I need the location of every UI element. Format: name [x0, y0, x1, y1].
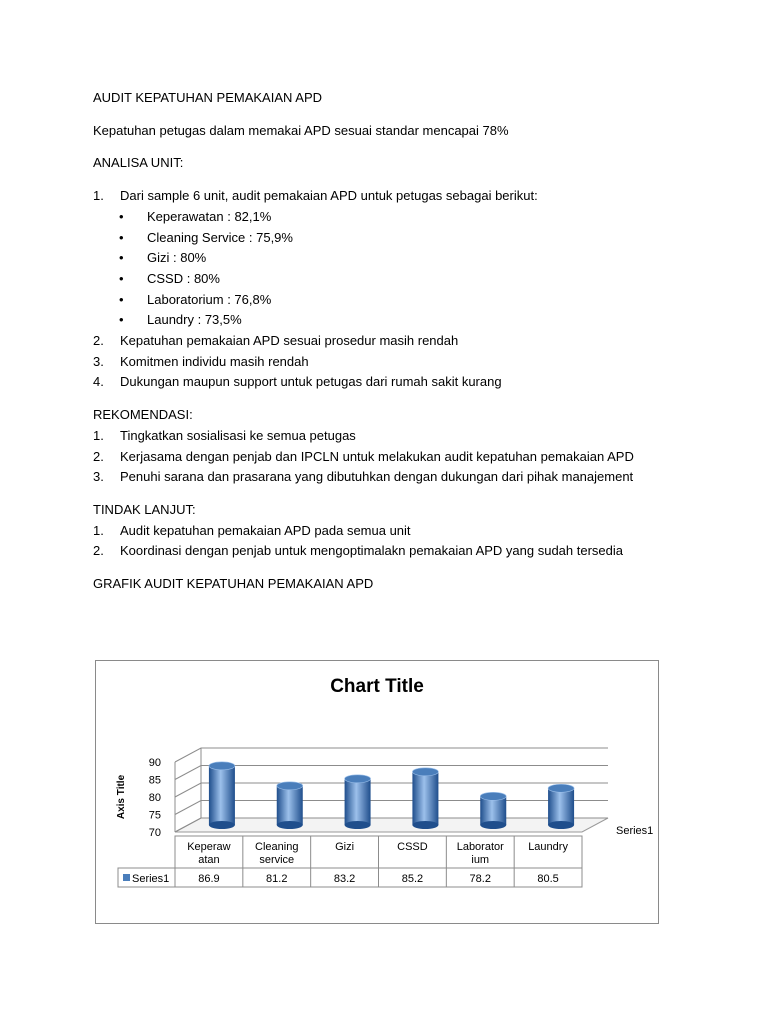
bullet-text: CSSD : 80%	[147, 270, 220, 286]
followup-item	[93, 521, 675, 542]
chart-title: Chart Title	[330, 676, 424, 697]
item-number: 2.	[93, 333, 104, 349]
bullet-glyph: •	[119, 208, 124, 224]
bullet-text: Laboratorium : 76,8%	[147, 291, 272, 307]
recommendation-item	[93, 447, 675, 468]
item-number: 1.	[93, 188, 104, 204]
item-number: 3.	[93, 353, 104, 369]
bar-body	[412, 772, 438, 825]
y-tick-label: 80	[148, 792, 161, 804]
category-label: atan	[198, 854, 220, 866]
intro-paragraph: Kepatuhan petugas dalam memakai APD sesuai standar mencapai 78%	[93, 122, 509, 138]
bar-body	[209, 766, 235, 825]
item-text: Komitmen individu masih rendah	[120, 353, 309, 369]
document-title: AUDIT KEPATUHAN PEMAKAIAN APD	[93, 90, 322, 105]
data-label: 86.9	[198, 873, 220, 885]
category-label: CSSD	[397, 841, 428, 853]
item-number: 1.	[93, 427, 104, 443]
unit-bullet	[93, 248, 675, 269]
chart-heading: GRAFIK AUDIT KEPATUHAN PEMAKAIAN APD	[93, 576, 374, 592]
recommendation-heading: REKOMENDASI:	[93, 407, 193, 423]
item-number: 2.	[93, 448, 104, 464]
item-text: Kerjasama dengan penjab dan IPCLN untuk melakukan audit kepatuhan pemakaian APD	[120, 448, 634, 464]
y-axis-title: Axis Title	[116, 774, 127, 820]
bullet-glyph: •	[119, 270, 124, 286]
bullet-text: Cleaning Service : 75,9%	[147, 229, 293, 245]
bar-body	[480, 796, 506, 825]
bullet-text: Keperawatan : 82,1%	[147, 208, 272, 224]
legend-label: Series1	[616, 825, 654, 837]
data-label: 78.2	[469, 873, 491, 885]
bar-base	[209, 821, 235, 829]
y-tick-label: 90	[148, 757, 161, 769]
bullet-glyph: •	[119, 250, 124, 266]
analysis-item	[93, 352, 675, 373]
bar-body	[345, 779, 371, 825]
item-text: Koordinasi dengan penjab untuk mengoptimalakn pemakaian APD yang sudah tersedia	[120, 543, 624, 559]
bar-top	[277, 782, 303, 790]
bar-top	[345, 775, 371, 783]
bullet-glyph: •	[119, 312, 124, 328]
category-label: Laborator	[456, 841, 504, 853]
unit-bullet	[93, 290, 675, 311]
bullet-glyph: •	[119, 229, 124, 245]
item-number: 1.	[93, 522, 104, 538]
bar-base	[345, 821, 371, 829]
bullet-text: Laundry : 73,5%	[147, 312, 242, 328]
bullet-glyph: •	[119, 291, 124, 307]
bar-base	[412, 821, 438, 829]
followup-item	[93, 541, 675, 562]
chart-frame	[95, 660, 659, 924]
category-label: Cleaning	[255, 841, 299, 853]
category-label: Gizi	[335, 841, 355, 853]
item-text: Audit kepatuhan pemakaian APD pada semua unit	[120, 522, 411, 538]
data-label: 85.2	[401, 873, 424, 885]
data-label: 83.2	[333, 873, 356, 885]
bar-body	[548, 788, 574, 825]
bar-base	[277, 821, 303, 829]
category-label: Laundry	[528, 841, 568, 853]
series-name: Series1	[132, 873, 170, 885]
analysis-item	[93, 372, 675, 393]
analysis-item	[93, 186, 675, 207]
document-body	[93, 88, 675, 595]
gridline	[175, 748, 608, 762]
chart-floor	[175, 818, 608, 832]
unit-bullet	[93, 228, 675, 249]
item-text: Kepatuhan pemakaian APD sesuai prosedur masih rendah	[120, 333, 459, 349]
item-text: Dari sample 6 unit, audit pemakaian APD untuk petugas sebagai berikut:	[120, 188, 538, 204]
y-tick-label: 75	[148, 809, 161, 822]
bar-top	[480, 792, 506, 800]
bar-body	[277, 786, 303, 825]
item-number: 4.	[93, 374, 104, 390]
unit-bullet	[93, 269, 675, 290]
data-label: 81.2	[266, 873, 288, 885]
item-number: 2.	[93, 543, 104, 559]
item-text: Dukungan maupun support untuk petugas dari rumah sakit kurang	[120, 374, 502, 390]
category-label: service	[259, 854, 295, 866]
analysis-item	[93, 331, 675, 352]
category-label: ium	[471, 854, 490, 866]
followup-heading: TINDAK LANJUT:	[93, 501, 196, 517]
analysis-heading: ANALISA UNIT:	[93, 155, 184, 171]
data-label: 80.5	[537, 873, 559, 885]
category-label: Keperaw	[187, 841, 231, 853]
bar-base	[480, 821, 506, 829]
gridline	[175, 783, 608, 797]
y-tick-label: 85	[148, 774, 161, 787]
bullet-text: Gizi : 80%	[147, 250, 207, 266]
y-tick-label: 70	[148, 827, 161, 839]
item-text: Penuhi sarana dan prasarana yang dibutuhkan dengan dukungan dari pihak manajement	[120, 469, 634, 485]
gridline	[175, 801, 608, 815]
recommendation-item	[93, 467, 675, 488]
gridline	[175, 766, 608, 780]
bar-base	[548, 821, 574, 829]
bar-top	[548, 784, 574, 792]
item-text: Tingkatkan sosialisasi ke semua petugas	[120, 427, 356, 443]
unit-bullet	[93, 310, 675, 331]
bar-top	[412, 768, 438, 776]
unit-bullet	[93, 207, 675, 228]
item-number: 3.	[93, 469, 104, 485]
legend-swatch	[123, 874, 130, 881]
bar-chart	[96, 661, 658, 923]
bar-top	[209, 762, 235, 770]
recommendation-item	[93, 426, 675, 447]
